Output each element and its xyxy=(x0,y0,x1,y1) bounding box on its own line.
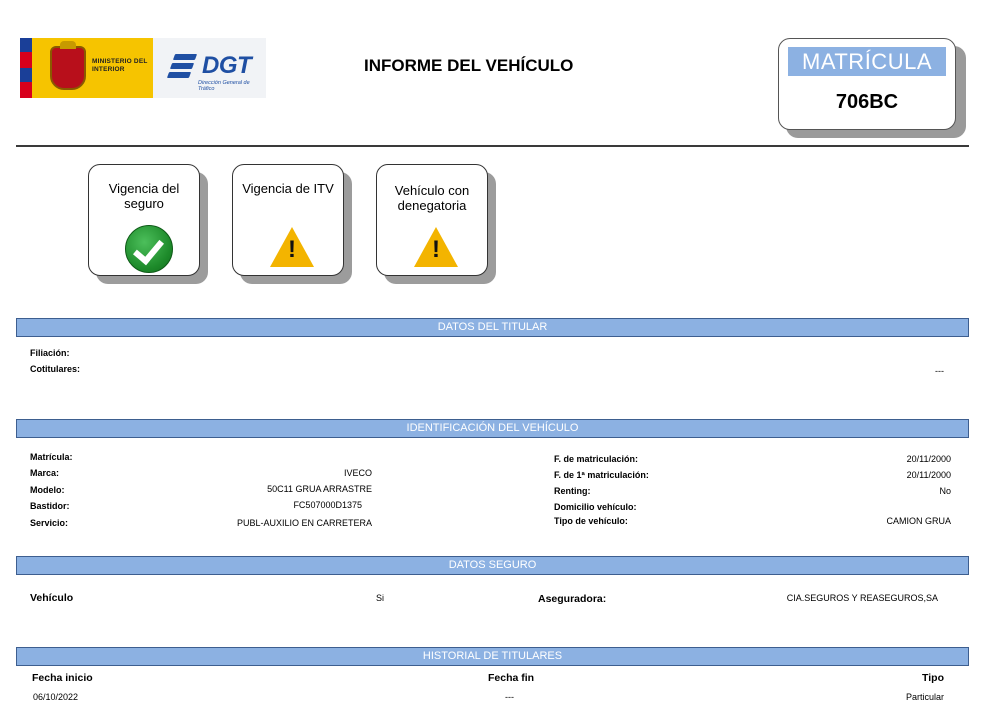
cotitulares-label: Cotitulares: xyxy=(30,364,81,374)
section-seguro-header: DATOS SEGURO xyxy=(16,556,969,575)
plate-box xyxy=(778,38,956,130)
status-card-label: Vigencia de ITV xyxy=(242,181,334,196)
marca-value: IVECO xyxy=(343,468,372,478)
domicilio-label: Domicilio vehículo: xyxy=(554,502,637,512)
row-fecha-fin: --- xyxy=(505,692,514,702)
status-card-denegatoria: Vehículo con denegatoria ! xyxy=(376,164,488,276)
section-titular-header: DATOS DEL TITULAR xyxy=(16,318,969,337)
dgt-subtitle: Dirección General de Tráfico xyxy=(198,80,250,92)
modelo-value: 50C11 GRUA ARRASTRE xyxy=(267,484,372,494)
section-identificacion-header: IDENTIFICACIÓN DEL VEHÍCULO xyxy=(16,419,969,438)
ministerio-logo xyxy=(20,38,266,98)
renting-value: No xyxy=(939,486,951,496)
tipo-vehiculo-value: CAMION GRUA xyxy=(886,516,951,526)
f-matriculacion-label: F. de matriculación: xyxy=(554,454,639,464)
column-fecha-fin: Fecha fin xyxy=(488,672,535,684)
column-fecha-inicio: Fecha inicio xyxy=(32,672,93,684)
row-tipo: Particular xyxy=(905,692,944,702)
status-card-seguro xyxy=(88,164,200,276)
modelo-label: Modelo: xyxy=(30,485,65,495)
plate-value: 706BC xyxy=(835,91,899,113)
header-divider xyxy=(16,145,969,147)
check-icon xyxy=(125,225,173,273)
status-card-label: Vigencia del seguro xyxy=(108,181,180,211)
servicio-label: Servicio: xyxy=(30,518,69,528)
dgt-logo-icon xyxy=(168,52,202,82)
page-title: INFORME DEL VEHÍCULO xyxy=(364,56,574,75)
matricula-label: Matrícula: xyxy=(30,452,73,462)
coat-of-arms-icon xyxy=(50,46,86,90)
cotitulares-value: --- xyxy=(935,366,944,376)
row-fecha-inicio: 06/10/2022 xyxy=(33,692,79,702)
dgt-label: DGT xyxy=(202,52,252,79)
bastidor-label: Bastidor: xyxy=(30,501,70,511)
status-card-itv: Vigencia de ITV ! xyxy=(232,164,344,276)
flag-stripe xyxy=(20,38,32,98)
plate-label: MATRÍCULA xyxy=(788,47,946,76)
ministerio-label: MINISTERIO DEL INTERIOR xyxy=(92,58,148,73)
marca-label: Marca: xyxy=(30,468,60,478)
f-primera-matriculacion-value: 20/11/2000 xyxy=(906,470,951,480)
filiacion-label: Filiación: xyxy=(30,348,70,358)
aseguradora-label: Aseguradora: xyxy=(538,593,607,605)
seguro-vehiculo-label: Vehículo xyxy=(30,592,74,604)
column-tipo: Tipo xyxy=(922,672,944,684)
servicio-value: PUBL-AUXILIO EN CARRETERA xyxy=(236,518,372,528)
f-matriculacion-value: 20/11/2000 xyxy=(906,454,951,464)
f-primera-matriculacion-label: F. de 1ª matriculación: xyxy=(554,470,649,480)
section-historial-header: HISTORIAL DE TITULARES xyxy=(16,647,969,666)
aseguradora-value: CIA.SEGUROS Y REASEGUROS,SA xyxy=(786,593,938,603)
seguro-vehiculo-value: Si xyxy=(376,593,385,603)
status-card-label: Vehículo con denegatoria xyxy=(394,183,470,213)
renting-label: Renting: xyxy=(554,486,591,496)
tipo-vehiculo-label: Tipo de vehículo: xyxy=(554,516,628,526)
bastidor-value: FC507000D1375 xyxy=(293,500,362,510)
